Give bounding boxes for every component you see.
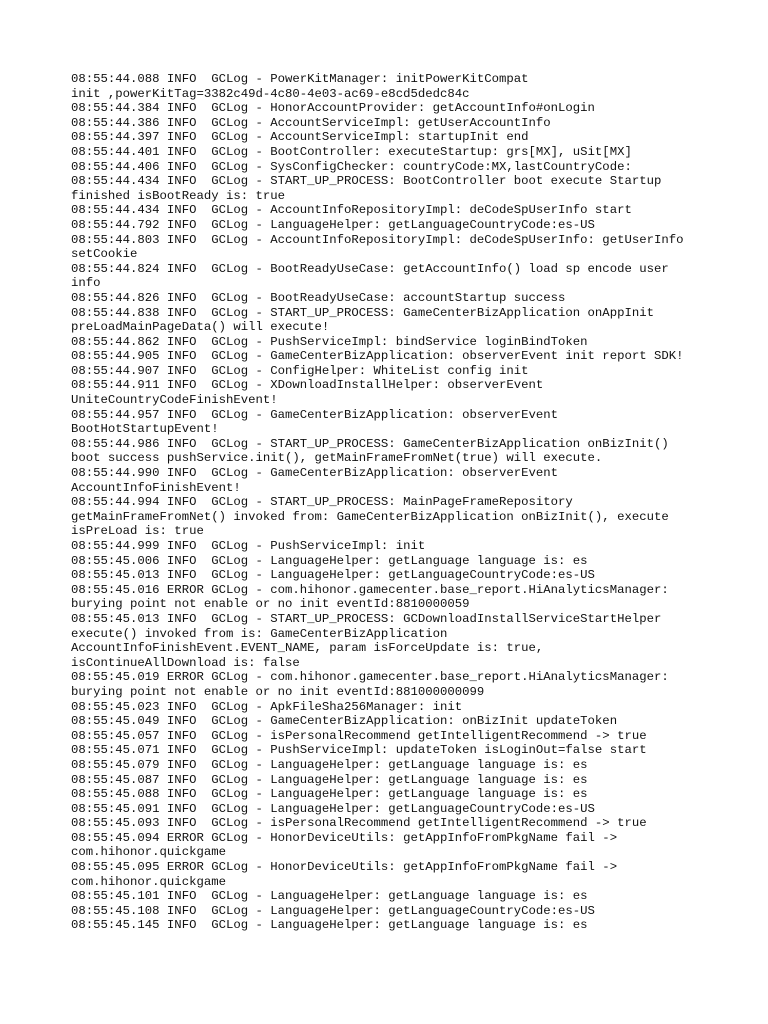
- log-line: getMainFrameFromNet() invoked from: GameCenterBizApplication onBizInit(), execute: [71, 509, 669, 524]
- log-line: 08:55:44.792 INFO GCLog - LanguageHelper: getLanguageCountryCode:es-US: [71, 217, 595, 232]
- log-line: 08:55:45.094 ERROR GCLog - HonorDeviceUtils: getAppInfoFromPkgName fail ->: [71, 830, 618, 845]
- log-line: 08:55:45.079 INFO GCLog - LanguageHelper: getLanguage language is: es: [71, 757, 588, 772]
- log-line: 08:55:44.386 INFO GCLog - AccountServiceImpl: getUserAccountInfo: [71, 115, 551, 130]
- log-line: 08:55:44.905 INFO GCLog - GameCenterBizApplication: observerEvent init report SDK!: [71, 349, 684, 364]
- log-line: info: [71, 276, 101, 291]
- log-line: 08:55:45.057 INFO GCLog - isPersonalRecommend getIntelligentRecommend -> true: [71, 728, 647, 743]
- log-line: 08:55:45.013 INFO GCLog - LanguageHelper: getLanguageCountryCode:es-US: [71, 568, 595, 583]
- log-line: init ,powerKitTag=3382c49d-4c80-4e03-ac69-e8cd5dedc84c: [71, 86, 470, 101]
- log-document-page: [71, 72, 721, 933]
- log-line: AccountInfoFinishEvent!: [71, 480, 241, 495]
- log-line: boot success pushService.init(), getMainFrameFromNet(true) will execute.: [71, 451, 603, 466]
- log-line: 08:55:44.862 INFO GCLog - PushServiceImpl: bindService loginBindToken: [71, 334, 588, 349]
- log-line: execute() invoked from is: GameCenterBizApplication: [71, 626, 448, 641]
- log-line: AccountInfoFinishEvent.EVENT_NAME, param isForceUpdate is: true,: [71, 641, 544, 656]
- log-line: 08:55:44.397 INFO GCLog - AccountServiceImpl: startupInit end: [71, 130, 529, 145]
- log-line: 08:55:45.095 ERROR GCLog - HonorDeviceUtils: getAppInfoFromPkgName fail ->: [71, 860, 618, 875]
- log-line: setCookie: [71, 247, 138, 262]
- log-line: 08:55:45.049 INFO GCLog - GameCenterBizApplication: onBizInit updateToken: [71, 714, 618, 729]
- log-line: 08:55:45.101 INFO GCLog - LanguageHelper: getLanguage language is: es: [71, 889, 588, 904]
- log-line: 08:55:45.019 ERROR GCLog - com.hihonor.gamecenter.base_report.HiAnalyticsManager:: [71, 670, 669, 685]
- log-line: 08:55:44.907 INFO GCLog - ConfigHelper: WhiteList config init: [71, 363, 529, 378]
- log-line: burying point not enable or no init eventId:881000000099: [71, 684, 485, 699]
- log-line: 08:55:45.016 ERROR GCLog - com.hihonor.gamecenter.base_report.HiAnalyticsManager:: [71, 582, 669, 597]
- log-line: 08:55:45.108 INFO GCLog - LanguageHelper: getLanguageCountryCode:es-US: [71, 903, 595, 918]
- log-line: 08:55:44.088 INFO GCLog - PowerKitManager: initPowerKitCompat: [71, 72, 529, 86]
- log-line: 08:55:45.071 INFO GCLog - PushServiceImpl: updateToken isLoginOut=false start: [71, 743, 647, 758]
- log-lines: [71, 72, 721, 933]
- log-line: 08:55:45.145 INFO GCLog - LanguageHelper: getLanguage language is: es: [71, 918, 588, 933]
- log-line: 08:55:44.986 INFO GCLog - START_UP_PROCESS: GameCenterBizApplication onBizInit(): [71, 436, 669, 451]
- log-line: BootHotStartupEvent!: [71, 422, 219, 437]
- log-line: finished isBootReady is: true: [71, 188, 286, 203]
- log-line: 08:55:45.091 INFO GCLog - LanguageHelper: getLanguageCountryCode:es-US: [71, 801, 595, 816]
- log-line: 08:55:45.006 INFO GCLog - LanguageHelper: getLanguage language is: es: [71, 553, 588, 568]
- log-line: UniteCountryCodeFinishEvent!: [71, 393, 278, 408]
- log-line: 08:55:44.384 INFO GCLog - HonorAccountProvider: getAccountInfo#onLogin: [71, 101, 595, 116]
- log-line: 08:55:44.990 INFO GCLog - GameCenterBizApplication: observerEvent: [71, 466, 559, 481]
- log-line: 08:55:44.434 INFO GCLog - START_UP_PROCESS: BootController boot execute Startup: [71, 174, 662, 189]
- log-line: 08:55:44.838 INFO GCLog - START_UP_PROCESS: GameCenterBizApplication onAppInit: [71, 305, 654, 320]
- log-line: com.hihonor.quickgame: [71, 874, 226, 889]
- log-line: burying point not enable or no init eventId:8810000059: [71, 597, 470, 612]
- log-line: 08:55:45.023 INFO GCLog - ApkFileSha256Manager: init: [71, 699, 463, 714]
- log-line: 08:55:44.824 INFO GCLog - BootReadyUseCase: getAccountInfo() load sp encode user: [71, 261, 669, 276]
- log-line: 08:55:44.434 INFO GCLog - AccountInfoRepositoryImpl: deCodeSpUserInfo start: [71, 203, 632, 218]
- log-line: com.hihonor.quickgame: [71, 845, 226, 860]
- log-line: 08:55:44.957 INFO GCLog - GameCenterBizApplication: observerEvent: [71, 407, 559, 422]
- log-line: 08:55:44.994 INFO GCLog - START_UP_PROCESS: MainPageFrameRepository: [71, 495, 573, 510]
- log-line: preLoadMainPageData() will execute!: [71, 320, 330, 335]
- log-line: 08:55:44.406 INFO GCLog - SysConfigChecker: countryCode:MX,lastCountryCode:: [71, 159, 632, 174]
- log-line: 08:55:44.803 INFO GCLog - AccountInfoRepositoryImpl: deCodeSpUserInfo: getUserInfo: [71, 232, 684, 247]
- log-line: 08:55:44.401 INFO GCLog - BootController: executeStartup: grs[MX], uSit[MX]: [71, 144, 632, 159]
- log-line: isPreLoad is: true: [71, 524, 204, 539]
- log-line: 08:55:45.087 INFO GCLog - LanguageHelper: getLanguage language is: es: [71, 772, 588, 787]
- log-line: 08:55:44.826 INFO GCLog - BootReadyUseCase: accountStartup success: [71, 290, 566, 305]
- log-line: 08:55:45.013 INFO GCLog - START_UP_PROCESS: GCDownloadInstallServiceStartHelper: [71, 611, 662, 626]
- log-line: 08:55:44.999 INFO GCLog - PushServiceImpl: init: [71, 539, 426, 553]
- log-line: 08:55:44.911 INFO GCLog - XDownloadInstallHelper: observerEvent: [71, 378, 544, 393]
- log-line: 08:55:45.088 INFO GCLog - LanguageHelper: getLanguage language is: es: [71, 787, 588, 802]
- log-line: isContinueAllDownload is: false: [71, 655, 300, 670]
- log-line: 08:55:45.093 INFO GCLog - isPersonalRecommend getIntelligentRecommend -> true: [71, 816, 647, 831]
